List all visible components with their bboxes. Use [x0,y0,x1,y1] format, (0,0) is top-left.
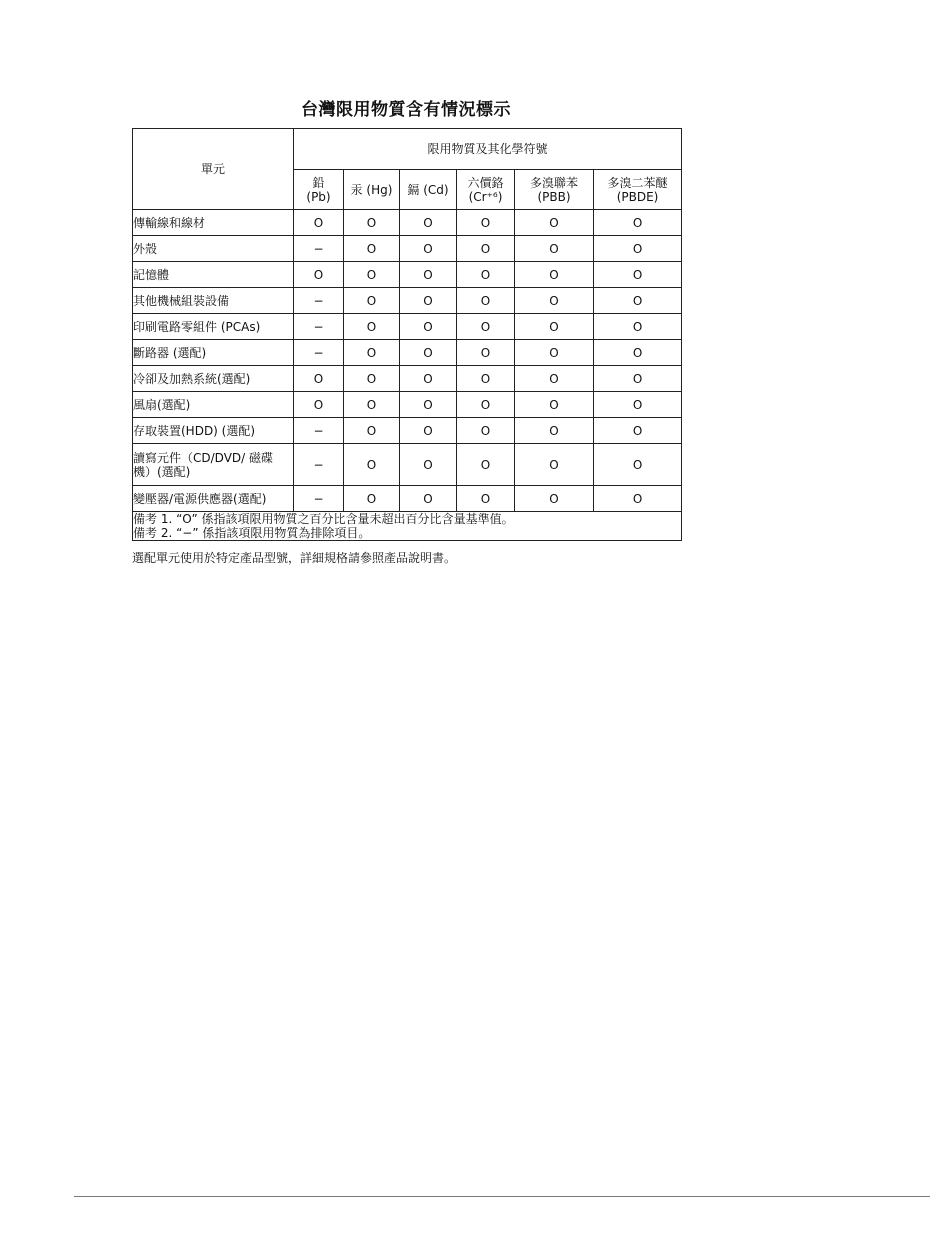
table-row [133,392,682,418]
substance-value-cell: O [594,366,682,392]
substance-value-cell: O [400,314,457,340]
substance-value-cell: O [515,262,594,288]
substance-value-cell: O [294,210,344,236]
substance-value-cell: O [344,262,400,288]
footer-divider [74,1196,930,1197]
substance-value-cell: − [294,418,344,444]
substance-value-cell: O [515,210,594,236]
substance-header: 鉛 (Pb) [294,170,344,210]
substance-value-cell: O [400,236,457,262]
substance-value-cell: O [594,444,682,486]
substance-value-cell: O [594,314,682,340]
substance-value-cell: O [344,444,400,486]
substance-value-cell: O [515,236,594,262]
substance-value-cell: − [294,486,344,512]
page-title: 台灣限用物質含有情況標示 [301,100,511,120]
part-name-cell: 傳輸線和線材 [133,210,294,236]
substance-value-cell: O [344,366,400,392]
substance-value-cell: O [594,236,682,262]
substance-value-cell: O [294,366,344,392]
substance-value-cell: O [515,486,594,512]
substance-value-cell: O [344,210,400,236]
table-row [133,486,682,512]
substance-value-cell: O [457,444,515,486]
substance-value-cell: − [294,340,344,366]
substance-value-cell: O [594,210,682,236]
substance-value-cell: O [400,340,457,366]
note-line: 備考 1. “O” 係指該項限用物質之百分比含量未超出百分比含量基準值。 [133,512,514,526]
substance-value-cell: O [515,314,594,340]
substance-value-cell: O [344,314,400,340]
part-name-cell: 變壓器/電源供應器(選配) [133,486,294,512]
substance-value-cell: O [344,340,400,366]
substance-value-cell: O [344,392,400,418]
table-row [133,418,682,444]
substance-value-cell: O [400,444,457,486]
substance-value-cell: O [400,486,457,512]
substance-header: 多溴聯苯 (PBB) [515,170,594,210]
substance-value-cell: O [400,210,457,236]
substance-value-cell: O [515,340,594,366]
substance-header: 六價鉻 (Cr⁺⁶) [457,170,515,210]
table-row [133,288,682,314]
restricted-substances-table [132,128,682,541]
part-name-cell: 其他機械組裝設備 [133,288,294,314]
substance-header: 汞 (Hg) [344,170,400,210]
substance-value-cell: O [457,288,515,314]
substance-value-cell: O [515,392,594,418]
substance-value-cell: O [594,486,682,512]
substance-header: 鎘 (Cd) [400,170,457,210]
substance-value-cell: O [594,418,682,444]
part-name-cell: 記憶體 [133,262,294,288]
substance-value-cell: − [294,444,344,486]
table-row [133,444,682,486]
substance-value-cell: O [457,314,515,340]
substance-value-cell: − [294,236,344,262]
substance-value-cell: O [515,444,594,486]
substance-value-cell: O [594,340,682,366]
substance-value-cell: O [594,262,682,288]
substance-value-cell: O [457,262,515,288]
substance-value-cell: O [594,392,682,418]
substance-value-cell: O [400,288,457,314]
notes-cell [133,512,682,541]
table-row [133,210,682,236]
table-row [133,236,682,262]
substance-value-cell: O [457,486,515,512]
substance-value-cell: O [400,392,457,418]
part-name-cell: 冷卻及加熱系統(選配) [133,366,294,392]
substance-value-cell: − [294,314,344,340]
substance-value-cell: O [294,262,344,288]
substance-value-cell: O [457,392,515,418]
table-row [133,366,682,392]
substance-value-cell: O [400,366,457,392]
part-name-cell: 外殼 [133,236,294,262]
substance-value-cell: O [400,418,457,444]
substance-value-cell: O [344,486,400,512]
part-name-cell: 斷路器 (選配) [133,340,294,366]
substance-value-cell: O [515,418,594,444]
substance-value-cell: O [457,236,515,262]
part-name-cell: 風扇(選配) [133,392,294,418]
notes-row [133,512,682,541]
substance-group-header: 限用物質及其化學符號 [294,129,682,170]
substance-value-cell: O [294,392,344,418]
substance-value-cell: O [344,418,400,444]
substance-value-cell: O [457,210,515,236]
substance-header: 多溴二苯醚 (PBDE) [594,170,682,210]
table-row [133,340,682,366]
part-name-cell: 讀寫元件（CD/DVD/ 磁碟 機）(選配) [133,444,294,486]
substance-value-cell: O [344,236,400,262]
substance-value-cell: O [457,366,515,392]
note-line: 備考 2. “−” 係指該項限用物質為排除項目。 [133,526,371,540]
part-name-cell: 印刷電路零組件 (PCAs) [133,314,294,340]
part-name-cell: 存取裝置(HDD) (選配) [133,418,294,444]
substance-value-cell: O [515,366,594,392]
substance-value-cell: O [594,288,682,314]
table-row [133,314,682,340]
substance-value-cell: O [400,262,457,288]
substance-value-cell: − [294,288,344,314]
substance-value-cell: O [457,418,515,444]
substance-value-cell: O [515,288,594,314]
substance-value-cell: O [344,288,400,314]
table-row [133,262,682,288]
unit-column-header: 單元 [133,129,294,210]
footnote: 選配單元使用於特定產品型號，詳細規格請參照產品說明書。 [132,551,457,565]
substance-value-cell: O [457,340,515,366]
